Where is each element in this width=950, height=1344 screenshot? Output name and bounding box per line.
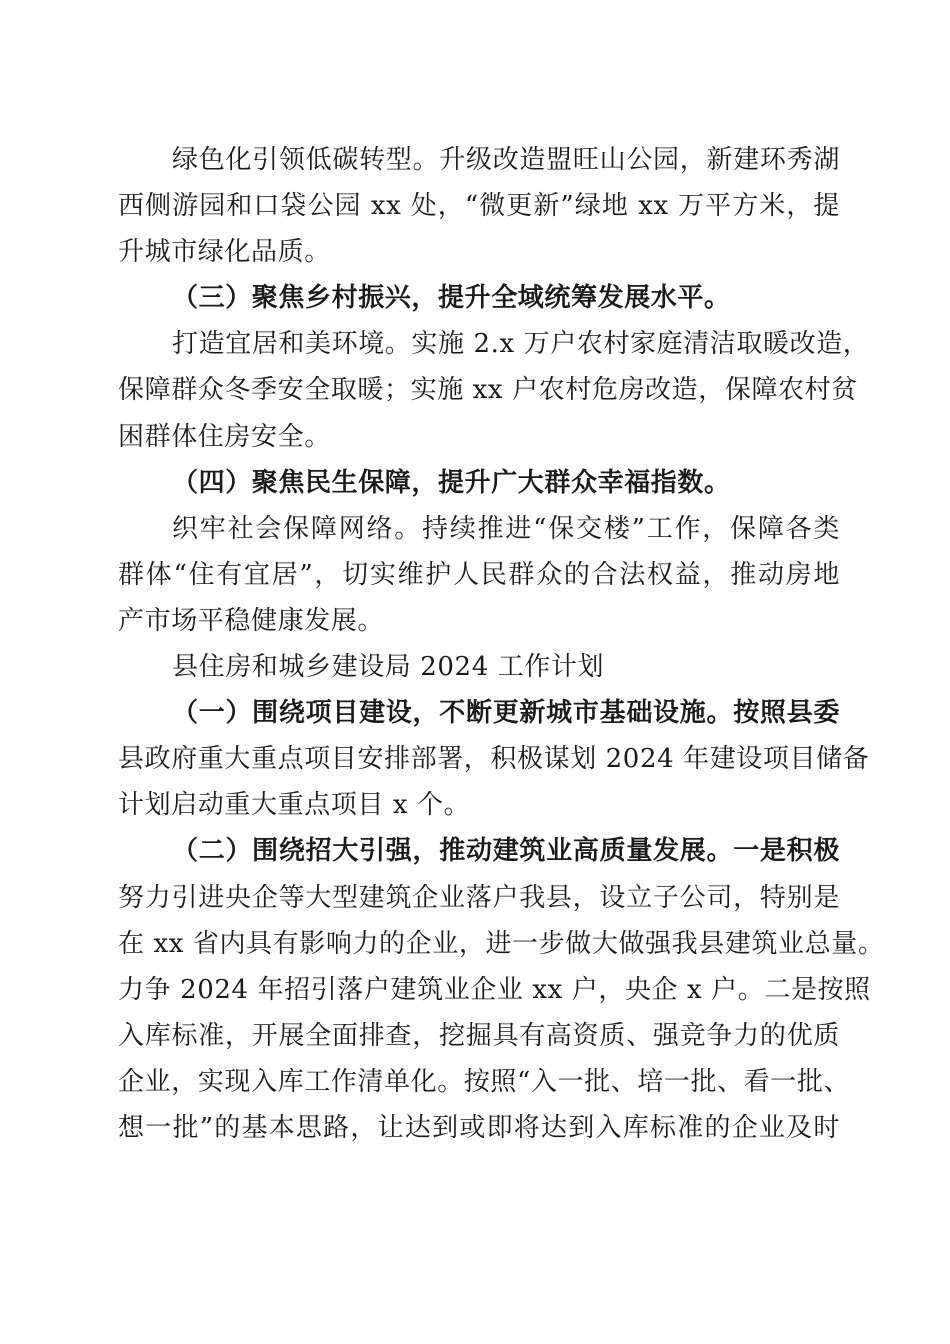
document-page bbox=[118, 137, 885, 1151]
text-line: 入库标准，开展全面排查，挖掘具有高资质、强竞争力的优质 bbox=[118, 1020, 840, 1051]
text-line: 打造宜居和美环境。实施 2.x 万户农村家庭清洁取暖改造， bbox=[172, 329, 870, 360]
section-heading: （一）围绕项目建设，不断更新城市基础设施。按照县委 bbox=[172, 698, 840, 729]
text-line: 县政府重大重点项目安排部署，积极谋划 2024 年建设项目储备 bbox=[118, 744, 870, 775]
text-line: 织牢社会保障网络。持续推进“保交楼”工作，保障各类 bbox=[172, 513, 840, 544]
text-line: 绿色化引领低碳转型。升级改造盟旺山公园，新建环秀湖 bbox=[172, 145, 840, 175]
section-heading: （二）围绕招大引强，推动建筑业高质量发展。一是积极 bbox=[172, 836, 840, 867]
text-line: 困群体住房安全。 bbox=[118, 421, 331, 452]
text-line: 升城市绿化品质。 bbox=[118, 237, 331, 268]
text-line: 群体“住有宜居”，切实维护人民群众的合法权益，推动房地 bbox=[118, 559, 840, 590]
text-line: 企业，实现入库工作清单化。按照“入一批、培一批、看一批、 bbox=[118, 1066, 851, 1097]
text-line: 西侧游园和口袋公园 xx 处，“微更新”绿地 xx 万平方米，提 bbox=[118, 191, 840, 222]
text-line: 保障群众冬季安全取暖；实施 xx 户农村危房改造，保障农村贫 bbox=[118, 375, 858, 406]
text-line: 想一批”的基本思路，让达到或即将达到入库标准的企业及时 bbox=[118, 1112, 840, 1143]
document-subtitle: 县住房和城乡建设局 2024 工作计划 bbox=[172, 652, 605, 683]
text-line: 产市场平稳健康发展。 bbox=[118, 605, 385, 636]
text-line: 力争 2024 年招引落户建筑业企业 xx 户，央企 x 户。二是按照 bbox=[118, 974, 871, 1005]
text-line: 计划启动重大重点项目 x 个。 bbox=[118, 790, 471, 821]
section-heading: （三）聚焦乡村振兴，提升全域统筹发展水平。 bbox=[172, 283, 731, 314]
section-heading: （四）聚焦民生保障，提升广大群众幸福指数。 bbox=[172, 467, 731, 498]
text-line: 努力引进央企等大型建筑企业落户我县，设立子公司，特别是 bbox=[118, 882, 840, 913]
text-line: 在 xx 省内具有影响力的企业，进一步做大做强我县建筑业总量。 bbox=[118, 928, 885, 959]
